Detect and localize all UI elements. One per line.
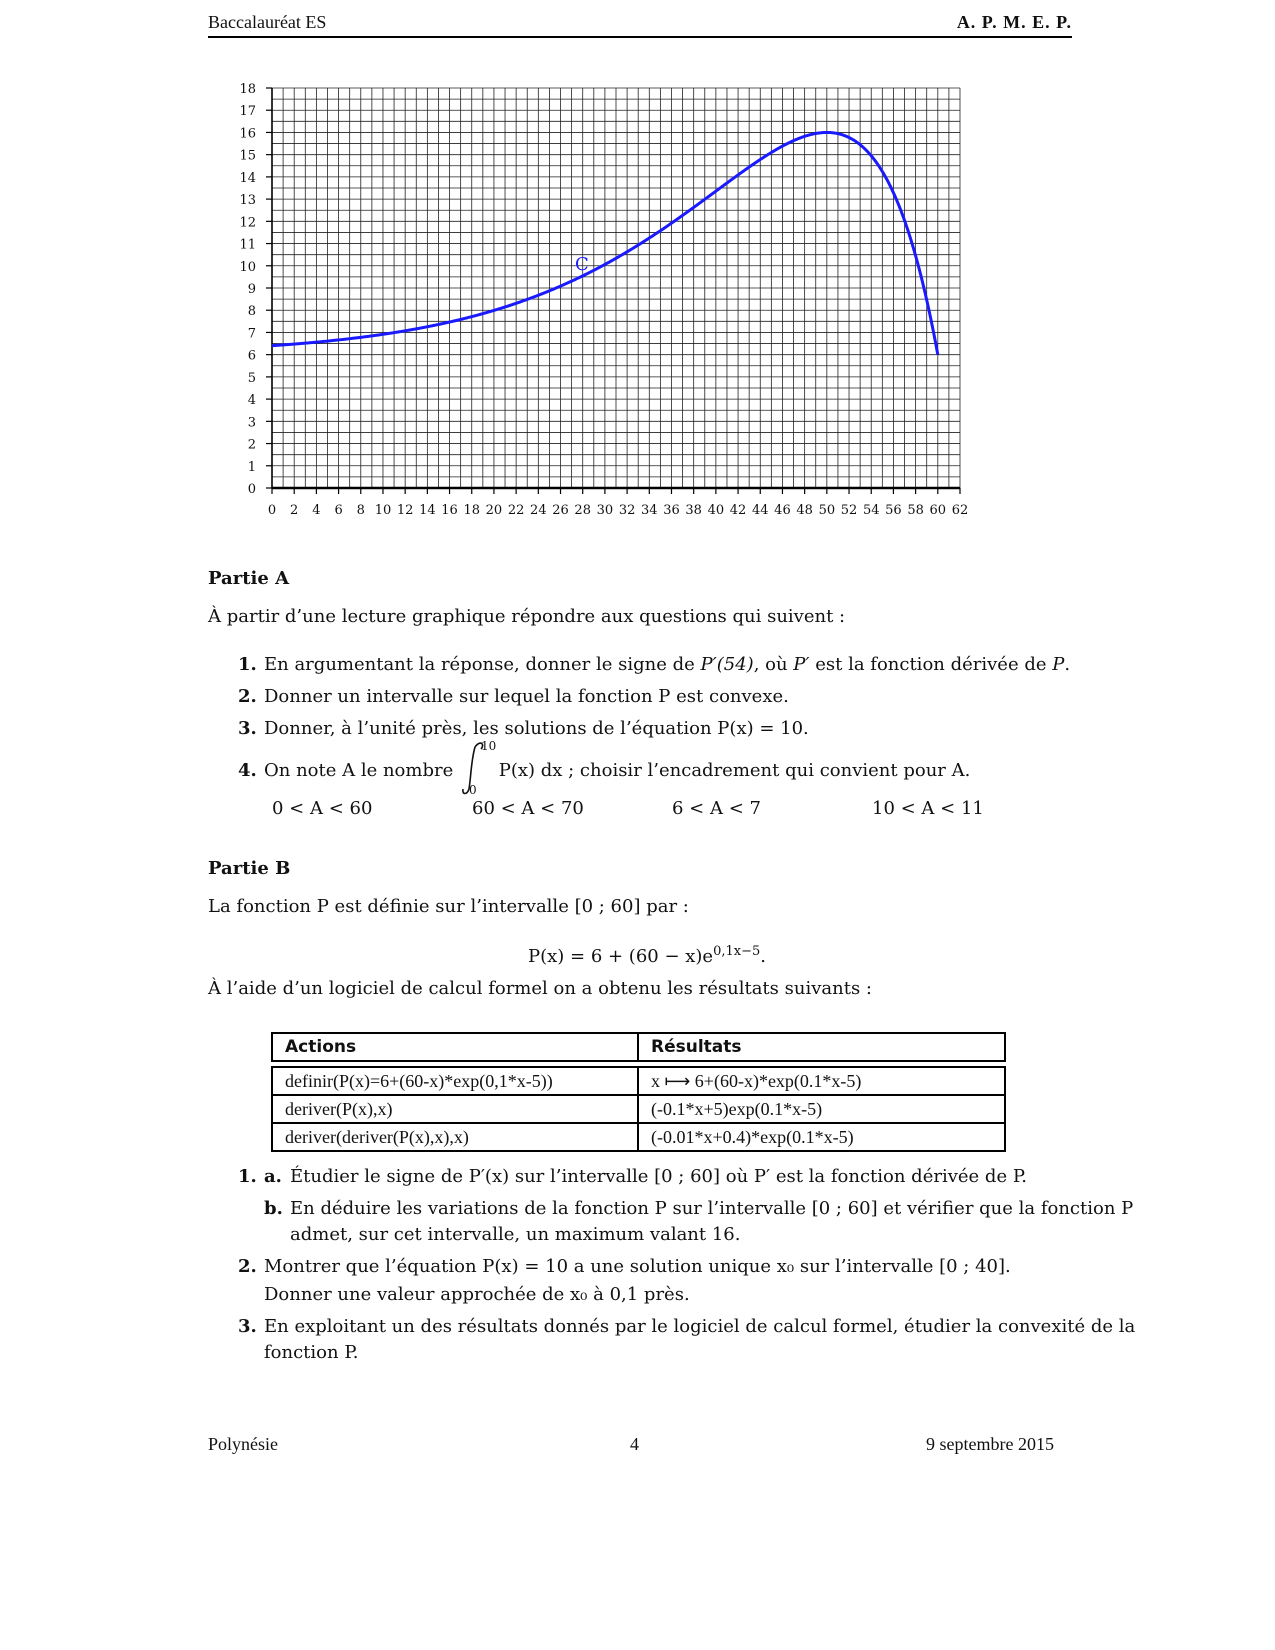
partB-cas-intro: À l’aide d’un logiciel de calcul formel on a obtenu les résultats suivants : xyxy=(208,978,872,999)
footer-page-number: 4 xyxy=(630,1434,639,1454)
table-cell: x ⟼ 6+(60-x)*exp(0.1*x-5) xyxy=(638,1067,1005,1095)
table-cell: deriver(P(x),x) xyxy=(272,1095,638,1123)
q1b-text-1: En déduire les variations de la fonction P sur l’intervalle [0 ; 60] et vérifier que la fonction P xyxy=(290,1198,1134,1219)
y-tick-label: 11 xyxy=(239,237,256,253)
x-tick-label: 20 xyxy=(485,503,503,518)
y-tick-label: 17 xyxy=(239,104,256,120)
curve-label: C xyxy=(574,254,589,276)
y-tick-label: 15 xyxy=(239,148,256,164)
q1-text-g: . xyxy=(1064,654,1071,675)
partB-q3 xyxy=(238,1316,1135,1337)
table-row xyxy=(272,1067,1005,1095)
x-tick-label: 46 xyxy=(774,503,791,518)
function-chart xyxy=(200,70,1020,550)
q1-text-d: P′ xyxy=(793,654,810,675)
y-tick-label: 6 xyxy=(247,348,256,364)
q1-text-f: P xyxy=(1052,654,1065,675)
x-tick-label: 42 xyxy=(729,503,747,518)
x-tick-label: 28 xyxy=(574,503,591,518)
table-header: Résultats xyxy=(638,1033,1005,1061)
q-number: 4. xyxy=(238,760,257,781)
x-tick-label: 26 xyxy=(552,503,569,518)
partB-formula xyxy=(528,944,766,967)
table-row xyxy=(272,1095,1005,1123)
x-tick-label: 10 xyxy=(374,503,392,518)
x-tick-label: 50 xyxy=(818,503,836,518)
x-tick-label: 48 xyxy=(796,503,813,518)
partA-q1 xyxy=(238,654,1070,675)
partA-title: Partie A xyxy=(208,568,290,589)
formula-end: . xyxy=(760,946,766,967)
y-tick-label: 8 xyxy=(247,304,256,320)
x-tick-label: 6 xyxy=(334,503,343,518)
integral-upper: 10 xyxy=(480,739,497,753)
q3-text-1: En exploitant un des résultats donnés par le logiciel de calcul formel, étudier la convexité de la xyxy=(264,1316,1136,1337)
x-tick-label: 36 xyxy=(663,503,680,518)
partA-q2 xyxy=(238,686,789,707)
integral-sign-icon xyxy=(459,739,497,797)
y-tick-label: 3 xyxy=(247,415,256,431)
x-tick-label: 52 xyxy=(840,503,858,518)
q2-text-2: Donner une valeur approchée de x₀ à 0,1 près. xyxy=(264,1284,690,1305)
x-tick-label: 8 xyxy=(356,503,365,518)
q-number: 3. xyxy=(238,718,257,739)
q1-text-c: , où xyxy=(753,654,794,675)
q1b-text-2: admet, sur cet intervalle, un maximum valant 16. xyxy=(290,1224,741,1245)
x-tick-label: 4 xyxy=(312,503,321,518)
x-tick-label: 40 xyxy=(707,503,725,518)
y-tick-label: 2 xyxy=(247,437,256,453)
q2-text-1: Montrer que l’équation P(x) = 10 a une solution unique x₀ sur l’intervalle [0 ; 40]. xyxy=(264,1256,1011,1277)
x-tick-label: 16 xyxy=(441,503,458,518)
partA-intro: À partir d’une lecture graphique répondre aux questions qui suivent : xyxy=(208,606,846,627)
x-tick-label: 18 xyxy=(463,503,481,518)
table-header: Actions xyxy=(272,1033,638,1061)
partB-q1a xyxy=(238,1166,1027,1187)
y-tick-label: 5 xyxy=(247,370,256,386)
partB-def: La fonction P est définie sur l’intervalle [0 ; 60] par : xyxy=(208,896,689,917)
x-tick-label: 32 xyxy=(618,503,636,518)
q-subnumber: a. xyxy=(264,1166,282,1187)
y-tick-label: 10 xyxy=(239,259,256,275)
footer-left: Polynésie xyxy=(208,1434,278,1454)
partB-q2 xyxy=(238,1256,1011,1277)
x-tick-label: 30 xyxy=(596,503,614,518)
table-header-row xyxy=(272,1033,1005,1061)
header-right: A. P. M. E. P. xyxy=(956,12,1072,32)
q-number: 1. xyxy=(238,654,257,675)
q4-text-a: On note A le nombre xyxy=(264,760,454,781)
y-tick-label: 4 xyxy=(247,393,256,409)
y-tick-label: 18 xyxy=(239,82,256,97)
x-tick-label: 44 xyxy=(751,503,769,518)
q1a-text: Étudier le signe de P′(x) sur l’intervalle [0 ; 60] où P′ est la fonction dérivée de P. xyxy=(290,1166,1027,1187)
formula-exponent: 0,1x−5 xyxy=(713,944,761,959)
q-number: 2. xyxy=(238,686,257,707)
partB-title: Partie B xyxy=(208,858,291,879)
table-cell: deriver(deriver(P(x),x),x) xyxy=(272,1123,638,1151)
x-tick-label: 58 xyxy=(907,503,924,518)
table-cell: (-0.01*x+0.4)*exp(0.1*x-5) xyxy=(638,1123,1005,1151)
x-tick-label: 2 xyxy=(290,503,299,518)
partB-q1b xyxy=(264,1198,1133,1219)
x-tick-label: 14 xyxy=(419,503,436,518)
y-tick-label: 16 xyxy=(239,126,256,142)
header-left: Baccalauréat ES xyxy=(208,12,327,32)
x-tick-label: 0 xyxy=(267,503,277,518)
formula-main: P(x) = 6 + (60 − x)e xyxy=(528,946,714,967)
q-number: 3. xyxy=(238,1316,257,1337)
x-tick-label: 54 xyxy=(862,503,880,518)
x-tick-label: 24 xyxy=(530,503,547,518)
y-tick-label: 12 xyxy=(239,215,256,231)
q1-text-a: En argumentant la réponse, donner le signe de xyxy=(264,654,701,675)
integral-lower: 0 xyxy=(468,783,477,797)
x-tick-label: 60 xyxy=(929,503,947,518)
q4-text-b: P(x) dx ; choisir l’encadrement qui convient pour A. xyxy=(498,760,971,781)
choice-4: 10 < A < 11 xyxy=(872,798,984,819)
table-cell: (-0.1*x+5)exp(0.1*x-5) xyxy=(638,1095,1005,1123)
x-tick-label: 22 xyxy=(507,503,525,518)
table-row xyxy=(272,1123,1005,1151)
q1-text-b: P′(54) xyxy=(700,654,754,675)
partA-q3 xyxy=(238,718,809,739)
q-number: 1. xyxy=(238,1166,257,1187)
q-subnumber: b. xyxy=(264,1198,283,1219)
q-number: 2. xyxy=(238,1256,257,1277)
page-header xyxy=(208,10,1072,38)
q1-text-e: est la fonction dérivée de xyxy=(809,654,1053,675)
x-tick-label: 34 xyxy=(641,503,658,518)
y-tick-label: 1 xyxy=(247,459,256,475)
y-tick-label: 13 xyxy=(239,193,256,209)
table-cell: definir(P(x)=6+(60-x)*exp(0,1*x-5)) xyxy=(272,1067,638,1095)
footer-right: 9 septembre 2015 xyxy=(926,1434,1054,1454)
y-tick-label: 14 xyxy=(239,170,256,186)
y-tick-label: 7 xyxy=(247,326,256,342)
partA-q4 xyxy=(238,739,971,797)
y-tick-label: 9 xyxy=(247,282,256,297)
x-tick-label: 38 xyxy=(685,503,702,518)
choice-2: 60 < A < 70 xyxy=(472,798,584,819)
q3-text: Donner, à l’unité près, les solutions de l’équation P(x) = 10. xyxy=(264,718,809,739)
choice-3: 6 < A < 7 xyxy=(672,798,761,819)
x-tick-label: 12 xyxy=(396,503,414,518)
choice-1: 0 < A < 60 xyxy=(272,798,373,819)
x-tick-label: 56 xyxy=(885,503,902,518)
q2-text: Donner un intervalle sur lequel la fonction P est convexe. xyxy=(264,686,789,707)
q3-text-2: fonction P. xyxy=(264,1342,359,1363)
y-tick-label: 0 xyxy=(247,482,256,497)
cas-results-table xyxy=(271,1032,1006,1152)
x-tick-label: 62 xyxy=(951,503,969,518)
